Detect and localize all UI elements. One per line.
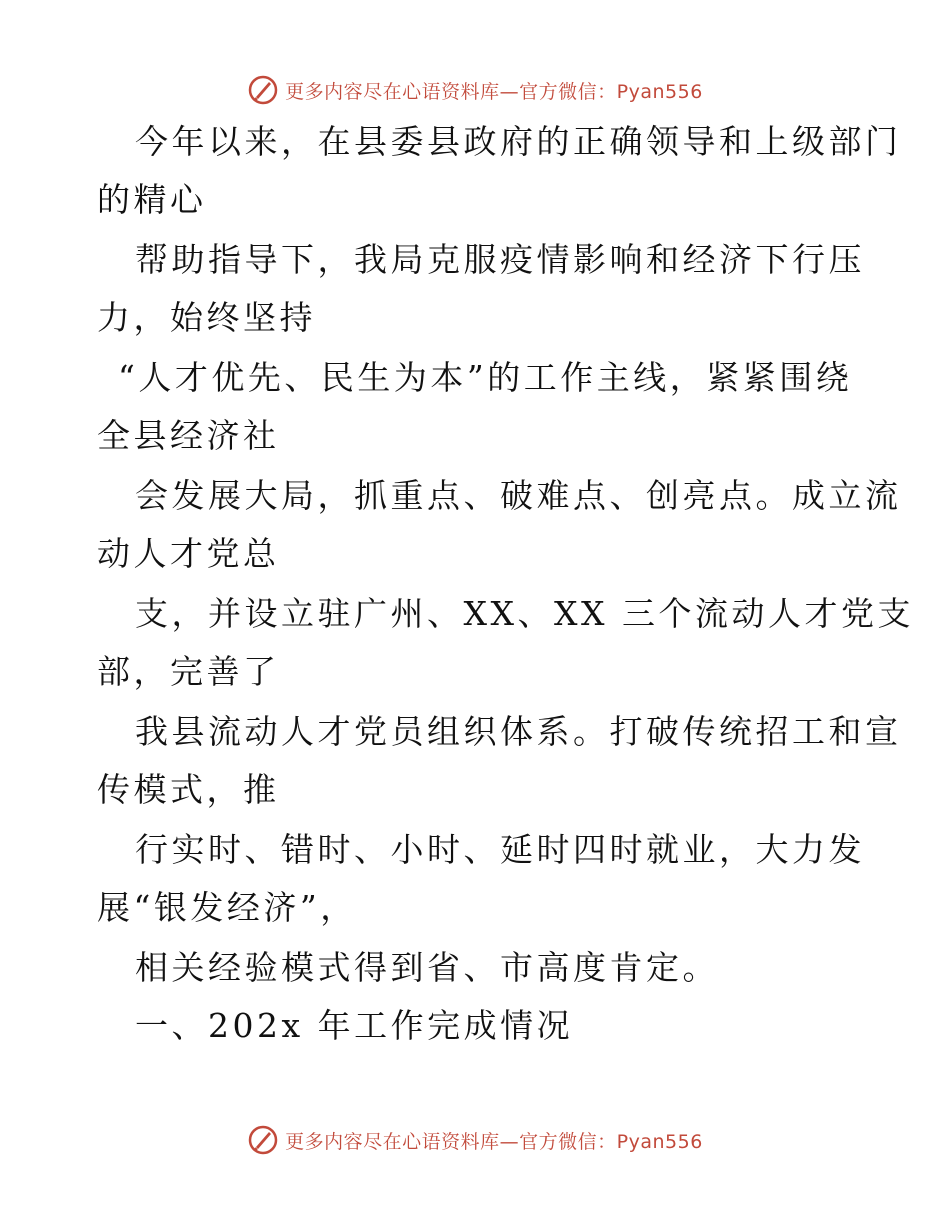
paragraph-line: 我县流动人才党员组织体系。打破传统招工和宣 [135,712,902,751]
paragraph-line: 动人才党总 [97,534,280,573]
paragraph-line: 展“银发经济”， [97,888,357,927]
watermark-text: 更多内容尽在心语资料库—官方微信：Pyan556 [285,80,703,103]
quill-circle-icon [247,1124,279,1156]
paragraph-line: 会发展大局，抓重点、破难点、创亮点。成立流 [135,476,902,515]
section-heading: 一、202x 年工作完成情况 [135,1006,574,1045]
paragraph-line: 全县经济社 [97,416,280,455]
paragraph-line: 部，完善了 [97,652,280,691]
header-watermark [0,70,950,110]
footer-watermark [0,1120,950,1160]
watermark-text: 更多内容尽在心语资料库—官方微信：Pyan556 [285,1130,703,1153]
paragraph-line: 今年以来，在县委县政府的正确领导和上级部门 [135,122,902,161]
paragraph-line: 相关经验模式得到省、市高度肯定。 [135,948,719,987]
paragraph-line: 行实时、错时、小时、延时四时就业，大力发 [135,830,865,869]
paragraph-line: 的精心 [97,180,207,219]
paragraph-line: 帮助指导下，我局克服疫情影响和经济下行压 [135,240,865,279]
paragraph-line: 力，始终坚持 [97,298,316,337]
quill-circle-icon [247,74,279,106]
paragraph-line: 传模式，推 [97,770,280,809]
paragraph-line: “人才优先、民生为本”的工作主线，紧紧围绕 [118,358,853,397]
paragraph-line: 支，并设立驻广州、XX、XX 三个流动人才党支 [135,594,914,633]
